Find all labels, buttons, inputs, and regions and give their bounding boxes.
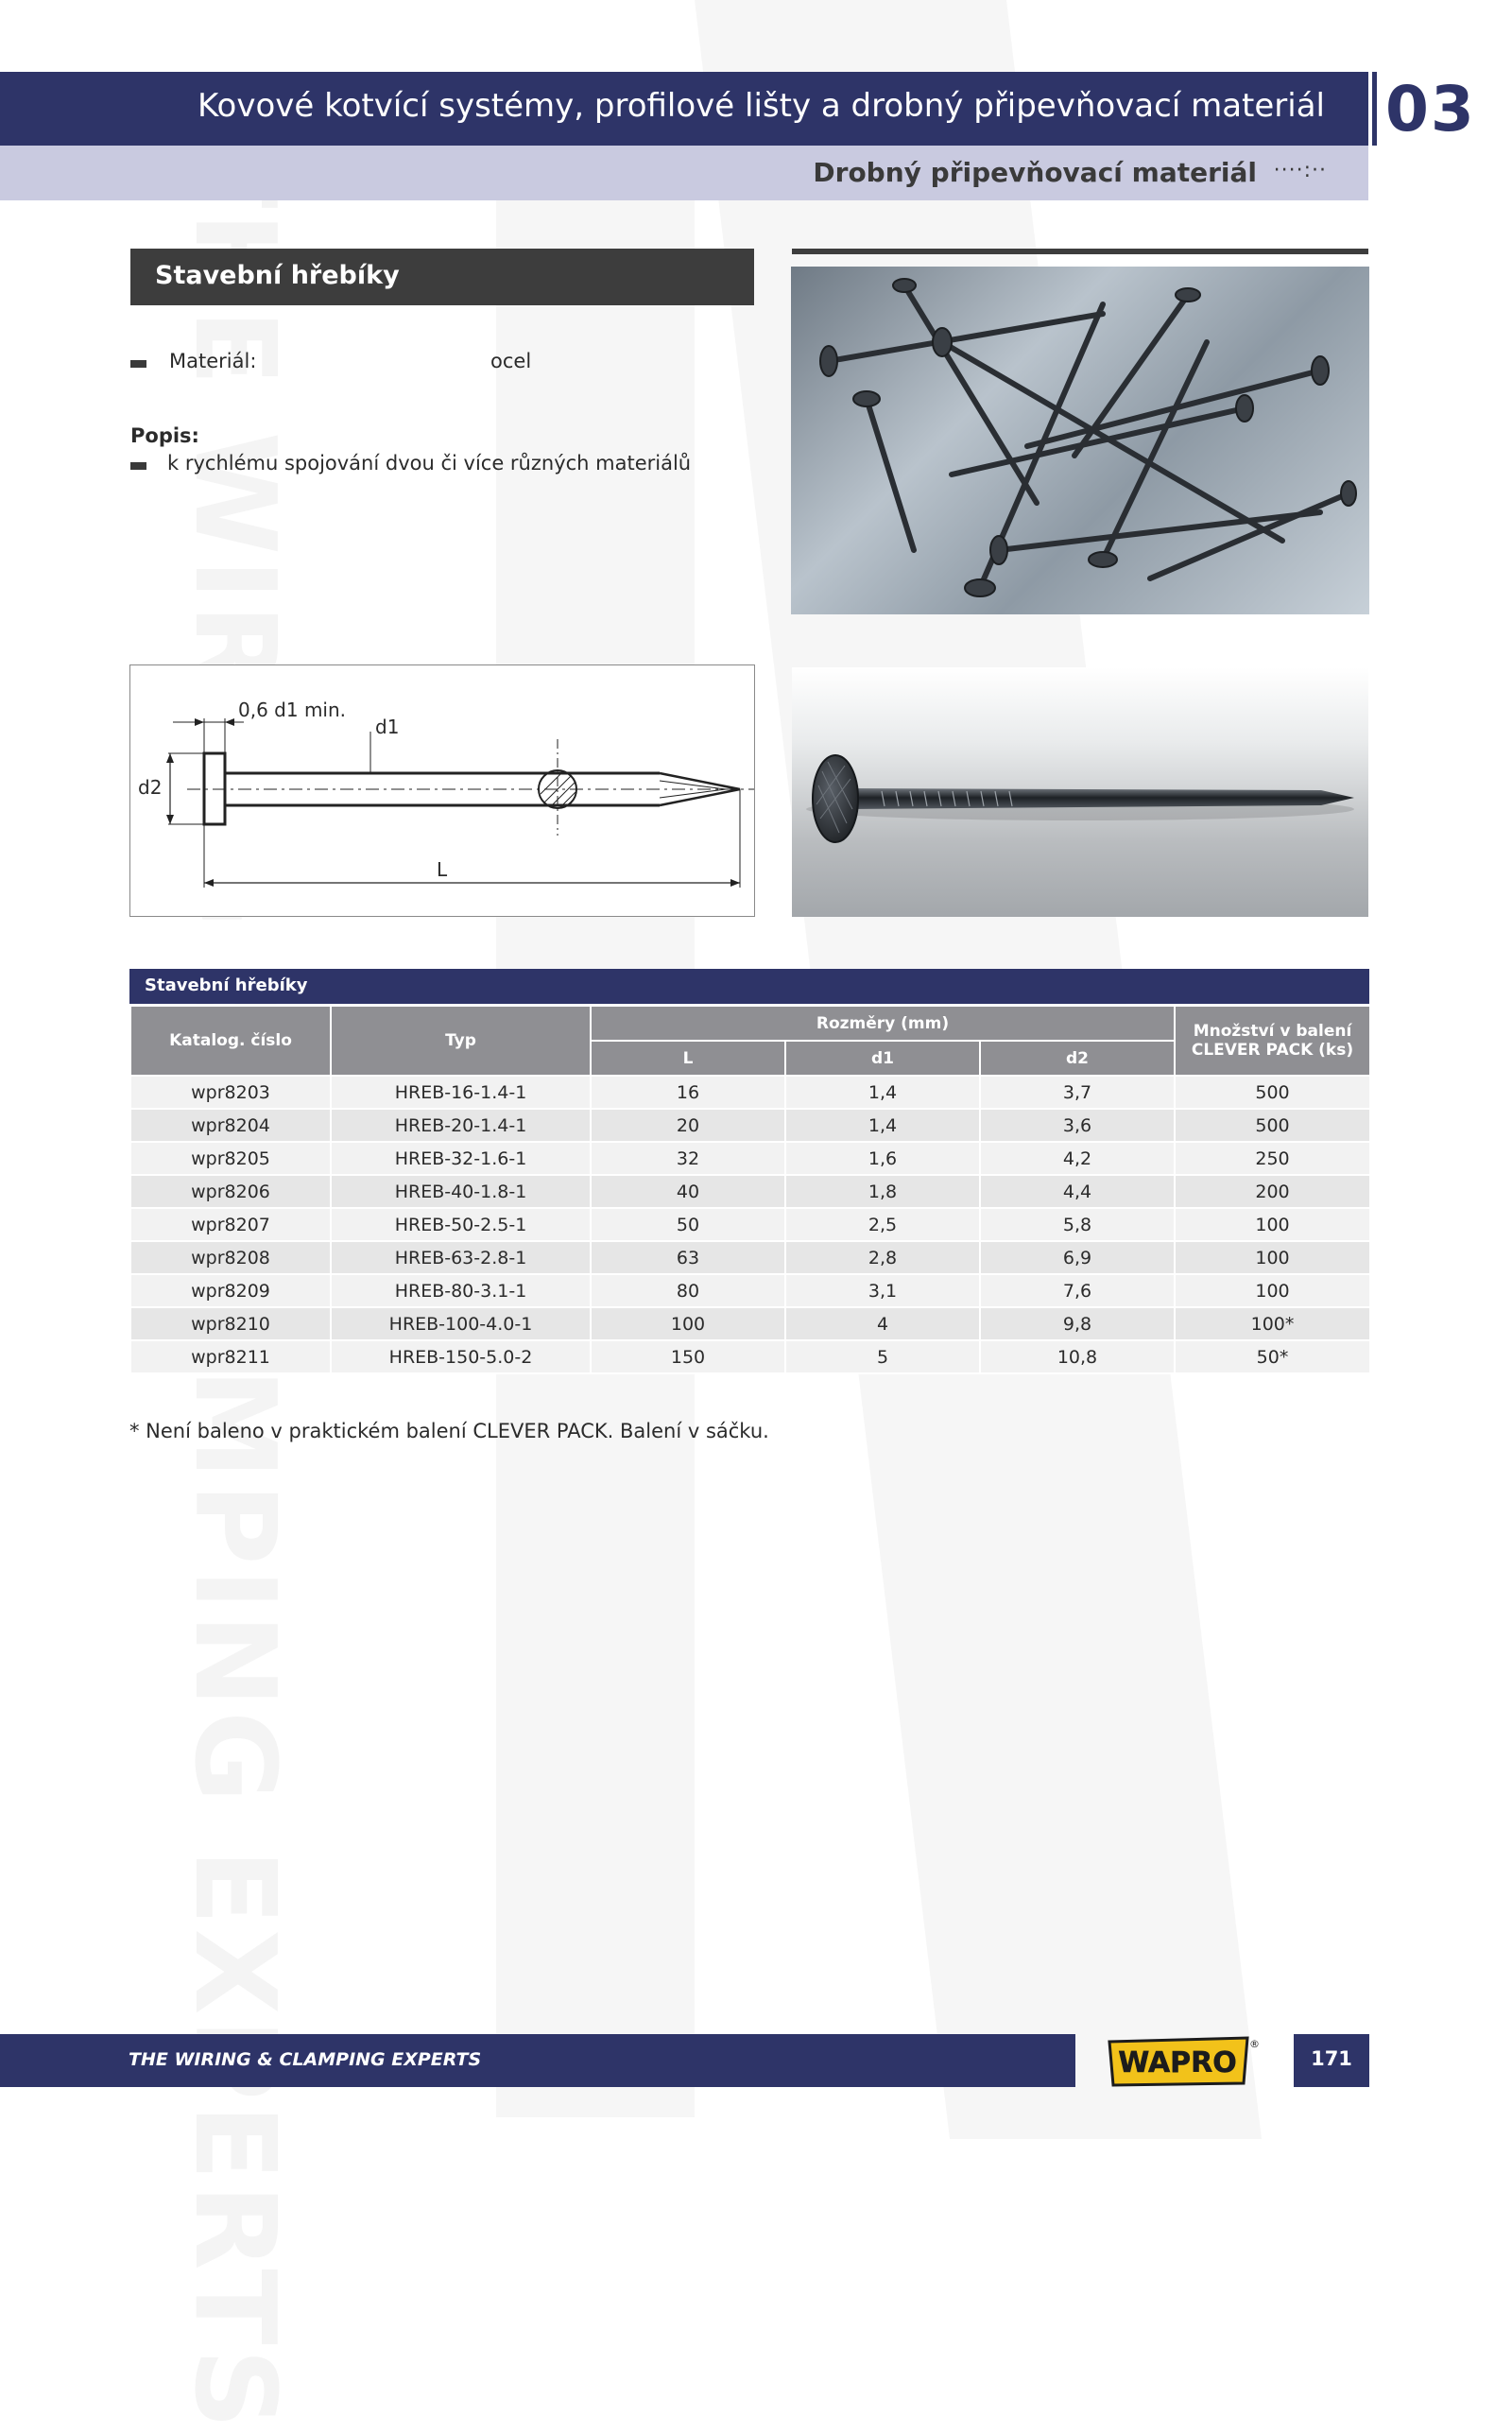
table-title-bar	[129, 969, 1369, 1004]
subheader-bar	[0, 146, 1368, 200]
cell-d2: 10,8	[980, 1340, 1175, 1373]
wapro-logo-text: WAPRO	[1118, 2046, 1237, 2079]
cell-type: HREB-80-3.1-1	[331, 1274, 591, 1307]
header-quantity-line2: CLEVER PACK (ks)	[1191, 1041, 1354, 1060]
cell-catalog: wpr8209	[130, 1274, 331, 1307]
description-item: k rychlému spojování dvou či více různých materiálů	[167, 452, 692, 475]
cell-catalog: wpr8206	[130, 1175, 331, 1208]
material-label: Materiál:	[169, 350, 257, 372]
cell-L: 63	[591, 1241, 785, 1274]
header-catalog: Katalog. číslo	[130, 1006, 331, 1076]
header-type: Typ	[331, 1006, 591, 1076]
cell-d1: 1,4	[785, 1076, 980, 1109]
cell-qty: 500	[1175, 1076, 1370, 1109]
cell-qty: 100	[1175, 1274, 1370, 1307]
footer-bar	[0, 2034, 1075, 2087]
cell-L: 100	[591, 1307, 785, 1340]
cell-qty: 100	[1175, 1241, 1370, 1274]
section-divider	[1372, 72, 1377, 146]
cell-d1: 1,8	[785, 1175, 980, 1208]
cell-d1: 1,6	[785, 1142, 980, 1175]
header-d2: d2	[980, 1041, 1175, 1076]
cell-type: HREB-40-1.8-1	[331, 1175, 591, 1208]
table-row	[130, 1076, 1370, 1109]
header-bar	[0, 72, 1368, 146]
cell-d1: 2,5	[785, 1208, 980, 1241]
diagram-label-d2: d2	[138, 776, 163, 799]
cell-L: 80	[591, 1274, 785, 1307]
cell-d2: 9,8	[980, 1307, 1175, 1340]
cell-qty: 200	[1175, 1175, 1370, 1208]
cell-qty: 100	[1175, 1208, 1370, 1241]
cell-catalog: wpr8210	[130, 1307, 331, 1340]
cell-catalog: wpr8211	[130, 1340, 331, 1373]
nails-pile-photo	[791, 267, 1369, 614]
diagram-label-d1: d1	[375, 716, 400, 738]
cell-type: HREB-100-4.0-1	[331, 1307, 591, 1340]
cell-d1: 1,4	[785, 1109, 980, 1142]
diagram-label-head-min: 0,6 d1 min.	[238, 699, 347, 721]
cell-L: 32	[591, 1142, 785, 1175]
cell-type: HREB-20-1.4-1	[331, 1109, 591, 1142]
header-title: Kovové kotvící systémy, profilové lišty a drobný připevňovací materiál	[197, 87, 1325, 125]
cell-type: HREB-63-2.8-1	[331, 1241, 591, 1274]
single-nail-photo	[792, 667, 1368, 917]
header-L: L	[591, 1041, 785, 1076]
description-heading: Popis:	[130, 424, 199, 447]
cell-type: HREB-150-5.0-2	[331, 1340, 591, 1373]
table-row	[130, 1307, 1370, 1340]
cell-d2: 7,6	[980, 1274, 1175, 1307]
footnote: * Není baleno v praktickém balení CLEVER PACK. Balení v sáčku.	[129, 1420, 769, 1442]
cell-catalog: wpr8207	[130, 1208, 331, 1241]
cell-L: 150	[591, 1340, 785, 1373]
page-number-box	[1294, 2034, 1369, 2087]
table-title: Stavební hřebíky	[145, 975, 308, 995]
cell-L: 16	[591, 1076, 785, 1109]
product-title-bar	[130, 249, 754, 305]
wapro-logo	[1106, 2034, 1260, 2087]
cell-catalog: wpr8208	[130, 1241, 331, 1274]
cell-d2: 4,2	[980, 1142, 1175, 1175]
subheader-title: Drobný připevňovací materiál	[813, 157, 1257, 188]
table-row	[130, 1340, 1370, 1373]
cell-d2: 4,4	[980, 1175, 1175, 1208]
cell-qty: 250	[1175, 1142, 1370, 1175]
table-row	[130, 1142, 1370, 1175]
header-quantity-line1: Množství v balení	[1193, 1022, 1352, 1041]
cell-qty: 50*	[1175, 1340, 1370, 1373]
header-d1: d1	[785, 1041, 980, 1076]
cell-d1: 5	[785, 1340, 980, 1373]
cell-d2: 6,9	[980, 1241, 1175, 1274]
cell-catalog: wpr8203	[130, 1076, 331, 1109]
page-number: 171	[1311, 2047, 1352, 2070]
cell-type: HREB-16-1.4-1	[331, 1076, 591, 1109]
photo-top-rule	[792, 249, 1368, 254]
material-value: ocel	[490, 350, 532, 372]
cell-L: 40	[591, 1175, 785, 1208]
bullet-icon	[130, 360, 146, 368]
cell-L: 50	[591, 1208, 785, 1241]
cell-d2: 3,6	[980, 1109, 1175, 1142]
header-dimensions: Rozměry (mm)	[591, 1006, 1175, 1041]
cell-d2: 3,7	[980, 1076, 1175, 1109]
diagram-label-L: L	[437, 858, 448, 881]
bullet-icon	[130, 462, 146, 470]
table-row	[130, 1241, 1370, 1274]
product-table	[129, 1005, 1371, 1374]
header-quantity	[1175, 1006, 1370, 1076]
cell-catalog: wpr8205	[130, 1142, 331, 1175]
cell-catalog: wpr8204	[130, 1109, 331, 1142]
product-table-body	[130, 1076, 1370, 1373]
single-nail-illustration	[792, 667, 1368, 917]
cell-d1: 3,1	[785, 1274, 980, 1307]
cell-type: HREB-32-1.6-1	[331, 1142, 591, 1175]
section-number: 03	[1385, 73, 1476, 146]
subheader-dots: ····:··	[1273, 159, 1327, 182]
cell-qty: 100*	[1175, 1307, 1370, 1340]
cell-d1: 2,8	[785, 1241, 980, 1274]
table-row	[130, 1175, 1370, 1208]
registered-mark: ®	[1249, 2038, 1260, 2050]
table-row	[130, 1274, 1370, 1307]
cell-L: 20	[591, 1109, 785, 1142]
table-row	[130, 1208, 1370, 1241]
product-title: Stavební hřebíky	[155, 261, 400, 290]
wapro-logo-graphic	[1106, 2034, 1260, 2087]
nails-pile-illustration	[791, 267, 1369, 614]
cell-d1: 4	[785, 1307, 980, 1340]
footer-tagline: THE WIRING & CLAMPING EXPERTS	[129, 2049, 482, 2070]
cell-type: HREB-50-2.5-1	[331, 1208, 591, 1241]
table-row	[130, 1109, 1370, 1142]
cell-d2: 5,8	[980, 1208, 1175, 1241]
cell-qty: 500	[1175, 1109, 1370, 1142]
nail-diagram	[129, 664, 755, 917]
